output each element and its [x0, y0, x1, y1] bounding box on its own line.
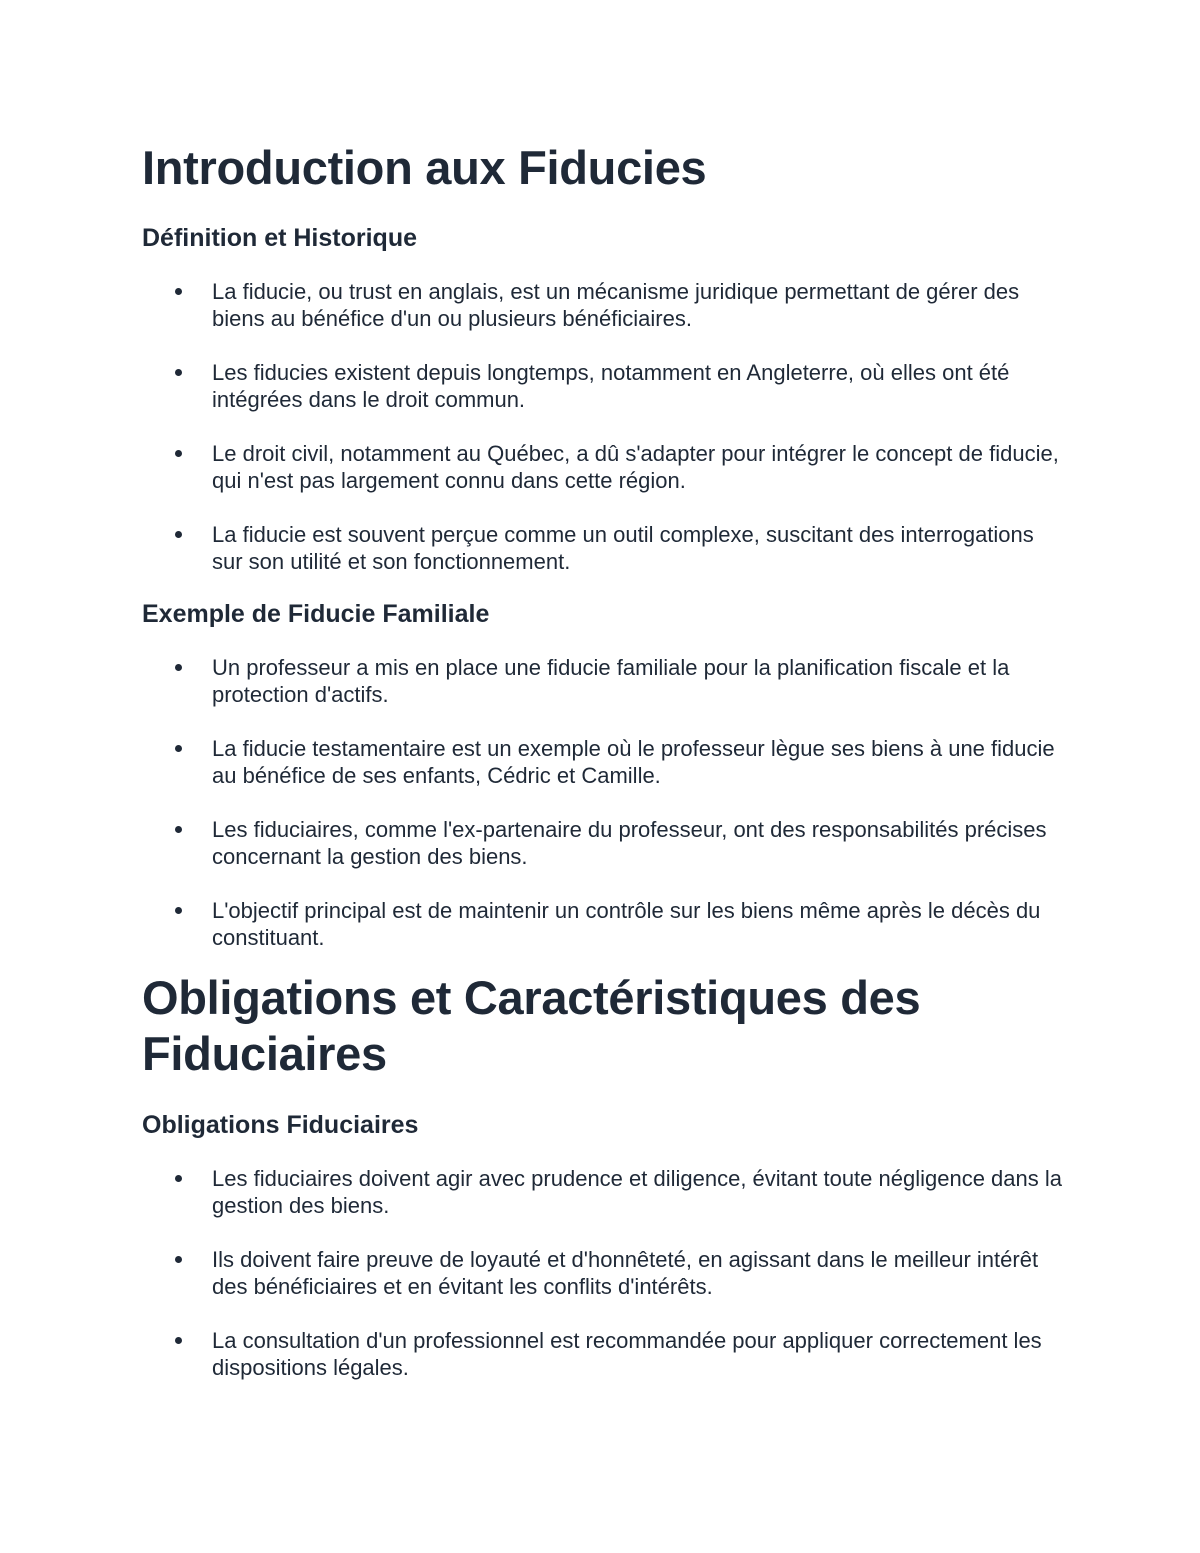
list-item-text: La consultation d'un professionnel est recommandée pour appliquer correctement les dispositions légales. — [212, 1328, 1042, 1380]
list-item — [142, 359, 1062, 413]
list-item-text: Le droit civil, notamment au Québec, a dû s'adapter pour intégrer le concept de fiducie, qui n'est pas largement connu dans cette région. — [212, 441, 1059, 493]
bullet-icon — [175, 826, 182, 833]
bullet-icon — [175, 288, 182, 295]
list-item — [142, 1246, 1062, 1300]
list-item-text: La fiducie testamentaire est un exemple où le professeur lègue ses biens à une fiducie au bénéfice de ses enfants, Cédric et Camille. — [212, 736, 1055, 788]
bullet-list — [142, 654, 1062, 951]
bullet-icon — [175, 745, 182, 752]
list-item-text: Les fiduciaires doivent agir avec prudence et diligence, évitant toute négligence dans la gestion des biens. — [212, 1166, 1062, 1218]
list-item-text: Les fiduciaires, comme l'ex-partenaire du professeur, ont des responsabilités précises concernant la gestion des biens. — [212, 817, 1047, 869]
bullet-icon — [175, 1175, 182, 1182]
bullet-icon — [175, 531, 182, 538]
bullet-list — [142, 1165, 1062, 1381]
subsection-heading: Exemple de Fiducie Familiale — [142, 600, 490, 628]
list-item — [142, 816, 1062, 870]
list-item-text: L'objectif principal est de maintenir un contrôle sur les biens même après le décès du constituant. — [212, 898, 1041, 950]
bullet-icon — [175, 907, 182, 914]
list-item — [142, 278, 1062, 332]
list-item-text: La fiducie, ou trust en anglais, est un mécanisme juridique permettant de gérer des biens au bénéfice d'un ou plusieurs bénéficiaires. — [212, 279, 1020, 331]
list-item — [142, 1327, 1062, 1381]
bullet-list — [142, 278, 1062, 575]
section-title: Obligations et Caractéristiques des Fiduciaires — [142, 971, 921, 1080]
bullet-icon — [175, 450, 182, 457]
bullet-icon — [175, 664, 182, 671]
list-item — [142, 897, 1062, 951]
list-item — [142, 654, 1062, 708]
section-title: Introduction aux Fiducies — [142, 141, 707, 194]
list-item — [142, 440, 1062, 494]
document-page — [142, 140, 1062, 1381]
list-item — [142, 521, 1062, 575]
bullet-icon — [175, 1337, 182, 1344]
list-item — [142, 1165, 1062, 1219]
subsection-heading: Obligations Fiduciaires — [142, 1111, 419, 1139]
list-item-text: Un professeur a mis en place une fiducie familiale pour la planification fiscale et la protection d'actifs. — [212, 655, 1010, 707]
bullet-icon — [175, 1256, 182, 1263]
list-item-text: La fiducie est souvent perçue comme un outil complexe, suscitant des interrogations sur son utilité et son fonctionnement. — [212, 522, 1034, 574]
list-item-text: Ils doivent faire preuve de loyauté et d'honnêteté, en agissant dans le meilleur intérêt des bénéficiaires et en évitant les conflits d'intérêts. — [212, 1247, 1039, 1299]
bullet-icon — [175, 369, 182, 376]
subsection-heading: Définition et Historique — [142, 224, 417, 252]
list-item — [142, 735, 1062, 789]
list-item-text: Les fiducies existent depuis longtemps, notamment en Angleterre, où elles ont été intégrées dans le droit commun. — [212, 360, 1010, 412]
